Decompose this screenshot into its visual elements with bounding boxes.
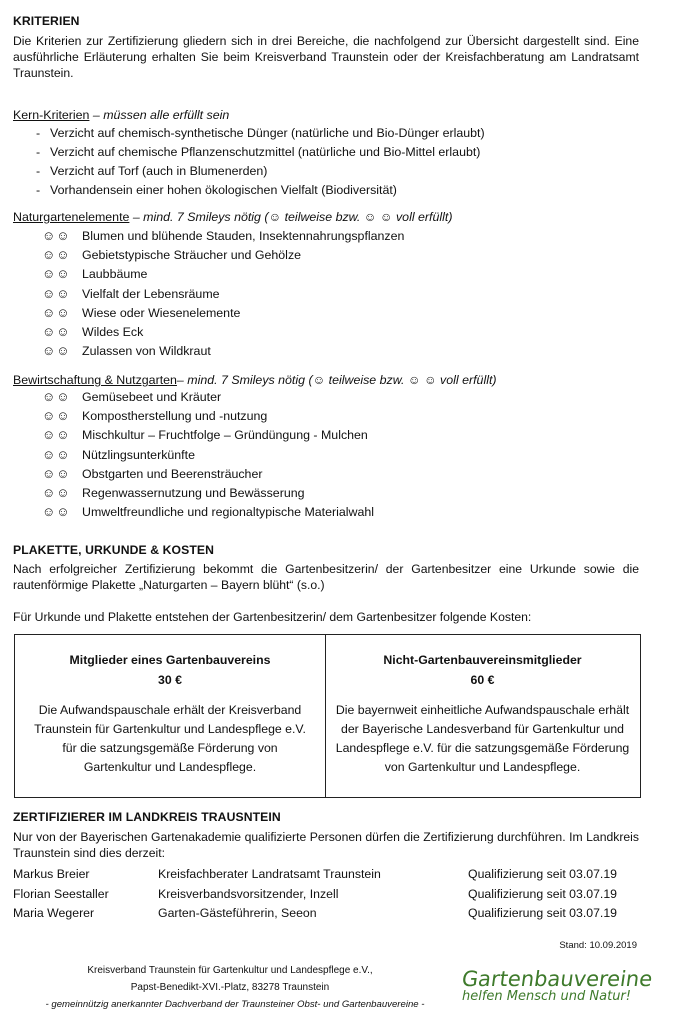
zert-qual: Qualifizierung seit 03.07.19 bbox=[468, 886, 618, 901]
kern-item bbox=[36, 162, 267, 180]
gartenbauvereine-logo bbox=[462, 968, 667, 1004]
zert-heading: ZERTIFIZIERER IM LANDKREIS TRAUSNTEIN bbox=[13, 810, 281, 824]
cost-nonmember-price: 60 € bbox=[470, 673, 495, 687]
dash-bullet: - bbox=[36, 145, 41, 159]
natur-item bbox=[42, 265, 147, 283]
smiley-icon: ☺☺ bbox=[42, 408, 71, 424]
cost-member-text: Die Aufwandspauschale erhält der Kreisverband Traunstein für Gartenkultur und Landespflege e.V. für die satzungsgemäße Förderung von Gartenkultur und Landespflege. bbox=[34, 703, 306, 774]
dash-bullet: - bbox=[36, 164, 41, 178]
natur-item-label: Vielfalt der Lebensräume bbox=[82, 286, 220, 301]
cost-nonmember-text: Die bayernweit einheitliche Aufwandspauschale erhält der Bayerische Landesverband für Gartenkultur und Landespflege e.V. für die satzungsgemäße Förderung von Gartenkultur und Landespflege. bbox=[335, 703, 630, 774]
kriterien-heading: KRITERIEN bbox=[13, 14, 80, 28]
bewirt-item-label: Regenwassernutzung und Bewässerung bbox=[82, 486, 305, 500]
kern-item-label: Verzicht auf chemische Pflanzenschutzmittel (natürliche und Bio-Mittel erlaubt) bbox=[50, 145, 481, 159]
kern-item bbox=[36, 143, 480, 161]
natur-item-label: Wiese oder Wiesenelemente bbox=[82, 305, 241, 320]
kern-item-label: Vorhandensein einer hohen ökologischen Vielfalt (Biodiversität) bbox=[50, 183, 397, 197]
zert-role: Garten-Gästeführerin, Seeon bbox=[158, 906, 317, 920]
zert-name: Florian Seestaller bbox=[13, 886, 109, 901]
smiley-icon: ☺☺ bbox=[42, 324, 71, 339]
natur-item bbox=[42, 304, 240, 322]
zert-qual: Qualifizierung seit 03.07.19 bbox=[468, 867, 618, 881]
cost-nonmember-title: Nicht-Gartenbauvereinsmitglieder bbox=[383, 653, 582, 667]
bewirt-title: Bewirtschaftung & Nutzgarten bbox=[13, 373, 177, 387]
natur-item-label: Wildes Eck bbox=[82, 325, 144, 339]
costs-intro: Für Urkunde und Plakette entstehen der Gartenbesitzerin/ dem Gartenbesitzer folgende Kosten: bbox=[13, 610, 532, 624]
smiley-icon: ☺☺ bbox=[42, 427, 71, 443]
kern-item-label: Verzicht auf chemisch-synthetische Dünger (natürliche und Bio-Dünger erlaubt) bbox=[50, 126, 485, 140]
smiley-icon: ☺☺ bbox=[42, 304, 71, 320]
bewirt-item-label: Nützlingsunterkünfte bbox=[82, 447, 195, 462]
costs-divider bbox=[325, 635, 326, 797]
plakette-heading: PLAKETTE, URKUNDE & KOSTEN bbox=[13, 543, 214, 557]
smiley-icon: ☺☺ bbox=[42, 228, 71, 243]
natur-item bbox=[42, 246, 301, 264]
natur-item bbox=[42, 285, 220, 303]
footer-line-1: Kreisverband Traunstein für Gartenkultur und Landespflege e.V., bbox=[87, 965, 373, 976]
natur-item bbox=[42, 323, 143, 341]
bewirt-item-label: Umweltfreundliche und regionaltypische Materialwahl bbox=[82, 505, 375, 520]
bewirt-item-label: Kompostherstellung und -nutzung bbox=[82, 409, 268, 424]
bewirt-heading bbox=[13, 373, 497, 387]
smiley-icon: ☺☺ bbox=[42, 247, 71, 263]
natur-item-label: Laubbäume bbox=[82, 267, 148, 282]
kern-item bbox=[36, 181, 397, 199]
logo-title: Gartenbauvereine bbox=[460, 967, 654, 991]
kern-heading bbox=[13, 108, 229, 122]
natur-heading bbox=[13, 210, 452, 224]
bewirt-note: – mind. 7 Smileys nötig (☺ teilweise bzw. ☺ ☺ voll erfüllt) bbox=[176, 373, 497, 387]
costs-table bbox=[14, 634, 641, 798]
bewirt-item-label: Obstgarten und Beerensträucher bbox=[82, 466, 263, 481]
natur-item bbox=[42, 342, 211, 360]
natur-note: – mind. 7 Smileys nötig (☺ teilweise bzw. ☺ ☺ voll erfüllt) bbox=[129, 210, 453, 224]
bewirt-item bbox=[42, 484, 305, 502]
footer-line-3: - gemeinnützig anerkannter Dachverband der Traunsteiner Obst- und Gartenbauvereine - bbox=[45, 999, 425, 1010]
kern-item-label: Verzicht auf Torf (auch in Blumenerden) bbox=[50, 164, 268, 178]
zert-intro: Nur von der Bayerischen Gartenakademie qualifizierte Personen dürfen die Zertifizierung durchführen. Im Landkreis Traunstein sind dies derzeit: bbox=[13, 830, 639, 860]
zert-name: Maria Wegerer bbox=[13, 906, 95, 920]
natur-item-label: Blumen und blühende Stauden, Insektennahrungspflanzen bbox=[82, 229, 405, 243]
zert-role: Kreisverbandsvorsitzender, Inzell bbox=[158, 886, 339, 901]
kern-title: Kern-Kriterien bbox=[13, 108, 90, 122]
natur-item bbox=[42, 227, 404, 245]
bewirt-item bbox=[42, 407, 267, 425]
bewirt-item bbox=[42, 446, 195, 464]
bewirt-item bbox=[42, 503, 374, 521]
smiley-icon: ☺☺ bbox=[42, 485, 71, 500]
bewirt-item bbox=[42, 426, 368, 444]
zert-name: Markus Breier bbox=[13, 867, 90, 881]
footer-line-2: Papst-Benedikt-XVI.-Platz, 83278 Traunstein bbox=[130, 982, 330, 993]
smiley-icon: ☺☺ bbox=[42, 389, 71, 404]
zert-role: Kreisfachberater Landratsamt Traunstein bbox=[158, 867, 381, 881]
plakette-text: Nach erfolgreicher Zertifizierung bekommt die Gartenbesitzerin/ der Gartenbesitzer eine Urkunde sowie die rautenförmige Plakette „Naturgarten – Bayern blüht“ (s.o.) bbox=[13, 562, 639, 592]
natur-item-label: Gebietstypische Sträucher und Gehölze bbox=[82, 248, 302, 263]
bewirt-item bbox=[42, 465, 262, 483]
cost-member-price: 30 € bbox=[158, 673, 182, 687]
smiley-icon: ☺☺ bbox=[42, 446, 71, 462]
kriterien-intro: Die Kriterien zur Zertifizierung gliedern sich in drei Bereiche, die nachfolgend zur Übersicht dargestellt sind. Eine ausführliche Erläuterung erhalten Sie beim Kreisverband Traunstein oder der Kreisfachberatung am Landratsamt Traunstein. bbox=[13, 34, 639, 80]
smiley-icon: ☺☺ bbox=[42, 266, 71, 282]
kern-note: – müssen alle erfüllt sein bbox=[89, 108, 230, 122]
smiley-icon: ☺☺ bbox=[42, 465, 71, 481]
bewirt-item-label: Gemüsebeet und Kräuter bbox=[82, 390, 222, 404]
bewirt-item bbox=[42, 388, 221, 406]
cost-member-title: Mitglieder eines Gartenbauvereins bbox=[69, 653, 271, 667]
stand-date: Stand: 10.09.2019 bbox=[559, 940, 637, 951]
cost-nonmember-cell bbox=[331, 635, 634, 797]
smiley-icon: ☺☺ bbox=[42, 504, 71, 520]
dash-bullet: - bbox=[36, 126, 41, 140]
kern-item bbox=[36, 124, 485, 142]
zert-qual: Qualifizierung seit 03.07.19 bbox=[468, 906, 618, 920]
bewirt-item-label: Mischkultur – Fruchtfolge – Gründüngung - Mulchen bbox=[82, 428, 368, 443]
logo-subtitle: helfen Mensch und Natur! bbox=[462, 989, 631, 1004]
dash-bullet: - bbox=[36, 183, 41, 197]
natur-title: Naturgartenelemente bbox=[13, 210, 130, 224]
smiley-icon: ☺☺ bbox=[42, 285, 71, 301]
cost-member-cell bbox=[21, 635, 319, 797]
natur-item-label: Zulassen von Wildkraut bbox=[82, 344, 211, 359]
smiley-icon: ☺☺ bbox=[42, 343, 71, 359]
